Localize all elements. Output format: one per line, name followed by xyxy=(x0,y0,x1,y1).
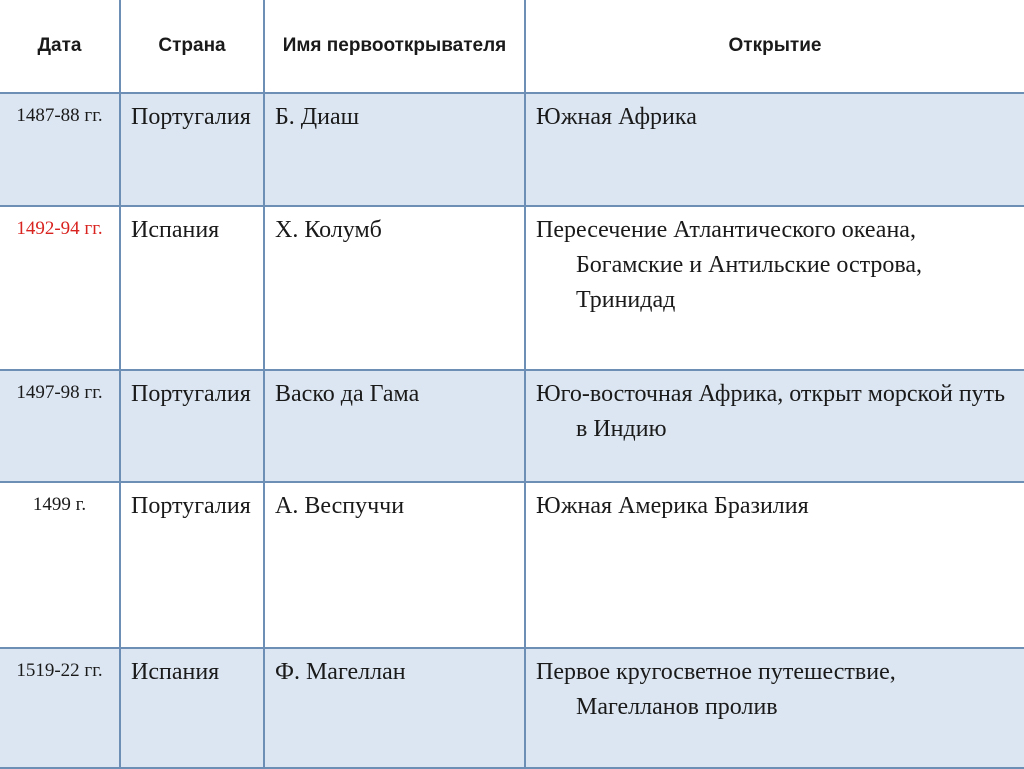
date-cell: 1519-22 гг. xyxy=(0,648,120,768)
discovery-text: Южная Америка Бразилия xyxy=(536,493,809,519)
date-cell-highlighted: 1492-94 гг. xyxy=(0,206,120,370)
date-cell: 1497-98 гг. xyxy=(0,370,120,482)
date-cell: 1499 г. xyxy=(0,482,120,648)
discovery-text: Первое кругосветное путешествие, Магелланов пролив xyxy=(536,659,896,720)
discoverer-cell: Васко да Гама xyxy=(264,370,525,482)
header-discovery: Открытие xyxy=(525,0,1024,93)
date-cell: 1487-88 гг. xyxy=(0,93,120,206)
discoverer-cell: А. Веспуччи xyxy=(264,482,525,648)
discovery-text: Пересечение Атлантического океана, Богамские и Антильские острова, Тринидад xyxy=(536,217,923,313)
table-row xyxy=(0,206,1024,370)
header-row xyxy=(0,0,1024,93)
table-row xyxy=(0,482,1024,648)
discovery-cell xyxy=(525,482,1024,648)
country-cell: Испания xyxy=(120,206,264,370)
discovery-text: Южная Африка xyxy=(536,104,697,130)
discovery-cell xyxy=(525,93,1024,206)
country-cell: Португалия xyxy=(120,93,264,206)
header-country: Страна xyxy=(120,0,264,93)
country-cell: Португалия xyxy=(120,370,264,482)
country-cell: Португалия xyxy=(120,482,264,648)
header-discoverer-name: Имя первооткрывателя xyxy=(264,0,525,93)
discovery-cell xyxy=(525,648,1024,768)
discoverer-cell: Х. Колумб xyxy=(264,206,525,370)
table-row xyxy=(0,648,1024,768)
discoverer-cell: Ф. Магеллан xyxy=(264,648,525,768)
discovery-text: Юго-восточная Африка, открыт морской путь в Индию xyxy=(536,381,1006,442)
header-date: Дата xyxy=(0,0,120,93)
table-row xyxy=(0,370,1024,482)
discovery-cell xyxy=(525,370,1024,482)
discovery-cell xyxy=(525,206,1024,370)
table-row xyxy=(0,93,1024,206)
discoverer-cell: Б. Диаш xyxy=(264,93,525,206)
country-cell: Испания xyxy=(120,648,264,768)
